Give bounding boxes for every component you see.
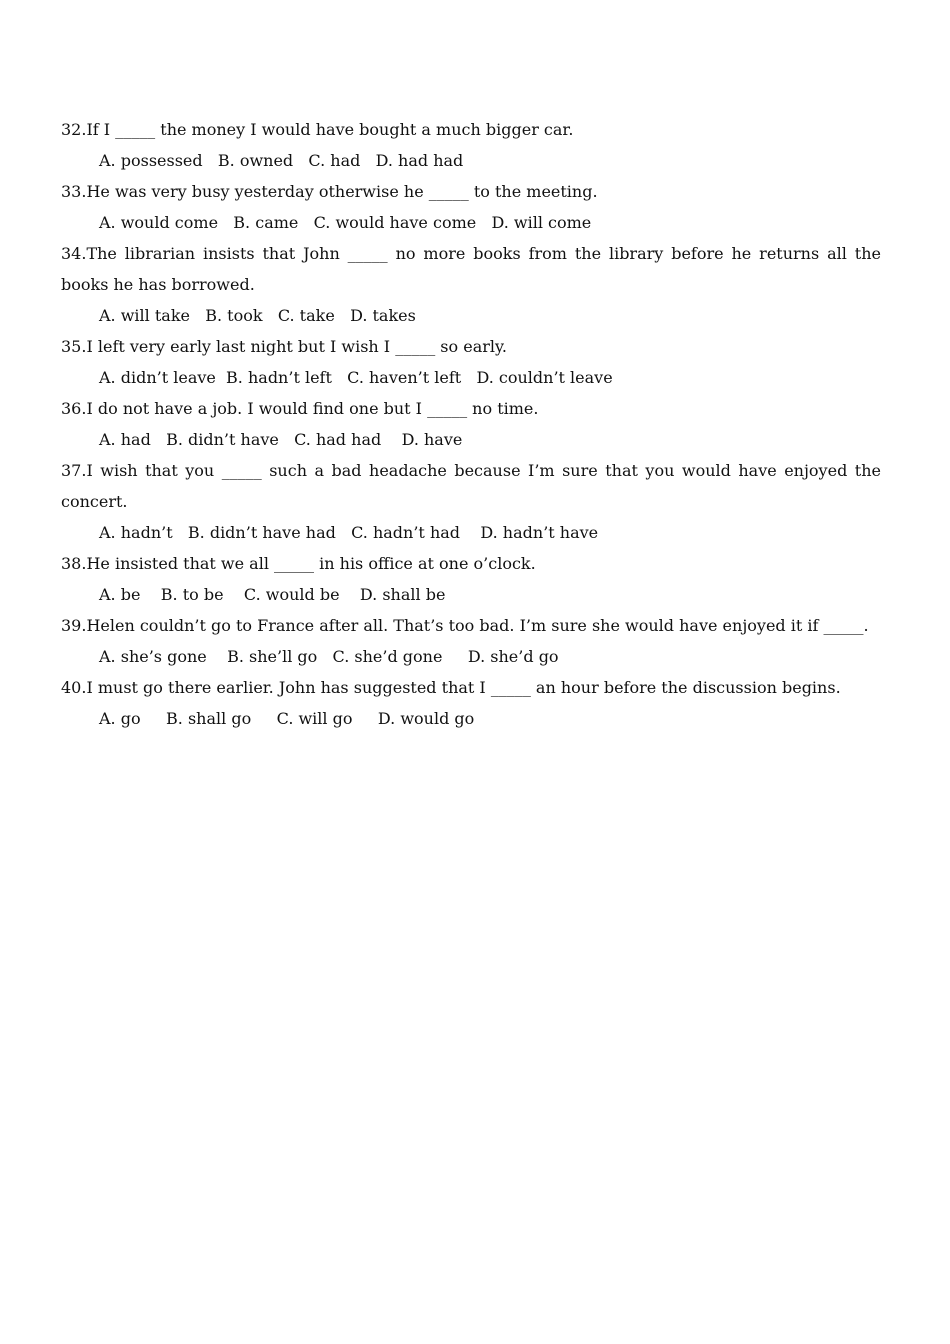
question-stem: 39.Helen couldn’t go to France after all. That’s too bad. I’m sure she would have enjoyed it if _____. bbox=[61, 616, 869, 635]
answer-options: A. had B. didn’t have C. had had D. have bbox=[99, 430, 463, 449]
question-stem: 34.The librarian insists that John _____ no more books from the library before he returns all the books he has borrowed. bbox=[61, 244, 887, 294]
answer-options: A. possessed B. owned C. had D. had had bbox=[99, 151, 464, 170]
question-35 bbox=[61, 331, 881, 393]
answer-options: A. go B. shall go C. will go D. would go bbox=[99, 709, 475, 728]
question-stem: 35.I left very early last night but I wish I _____ so early. bbox=[61, 337, 507, 356]
question-36 bbox=[61, 393, 881, 455]
answer-options: A. will take B. took C. take D. takes bbox=[99, 306, 416, 325]
answer-options: A. didn’t leave B. hadn’t left C. haven’t left D. couldn’t leave bbox=[99, 368, 613, 387]
question-34 bbox=[61, 238, 887, 331]
answer-options: A. would come B. came C. would have come D. will come bbox=[99, 213, 592, 232]
question-stem: 38.He insisted that we all _____ in his office at one o’clock. bbox=[61, 554, 536, 573]
question-40 bbox=[61, 672, 881, 734]
question-39 bbox=[61, 610, 881, 672]
question-stem: 37.I wish that you _____ such a bad headache because I’m sure that you would have enjoyed the concert. bbox=[61, 461, 887, 511]
question-stem: 33.He was very busy yesterday otherwise he _____ to the meeting. bbox=[61, 182, 598, 201]
question-stem: 40.I must go there earlier. John has suggested that I _____ an hour before the discussion begins. bbox=[61, 678, 841, 697]
question-37 bbox=[61, 455, 887, 548]
question-38 bbox=[61, 548, 881, 610]
question-33 bbox=[61, 176, 881, 238]
answer-options: A. she’s gone B. she’ll go C. she’d gone D. she’d go bbox=[99, 647, 559, 666]
answer-options: A. be B. to be C. would be D. shall be bbox=[99, 585, 446, 604]
question-stem: 32.If I _____ the money I would have bought a much bigger car. bbox=[61, 120, 574, 139]
question-stem: 36.I do not have a job. I would find one but I _____ no time. bbox=[61, 399, 539, 418]
answer-options: A. hadn’t B. didn’t have had C. hadn’t had D. hadn’t have bbox=[99, 523, 599, 542]
worksheet-page bbox=[61, 114, 887, 734]
question-32 bbox=[61, 114, 881, 176]
